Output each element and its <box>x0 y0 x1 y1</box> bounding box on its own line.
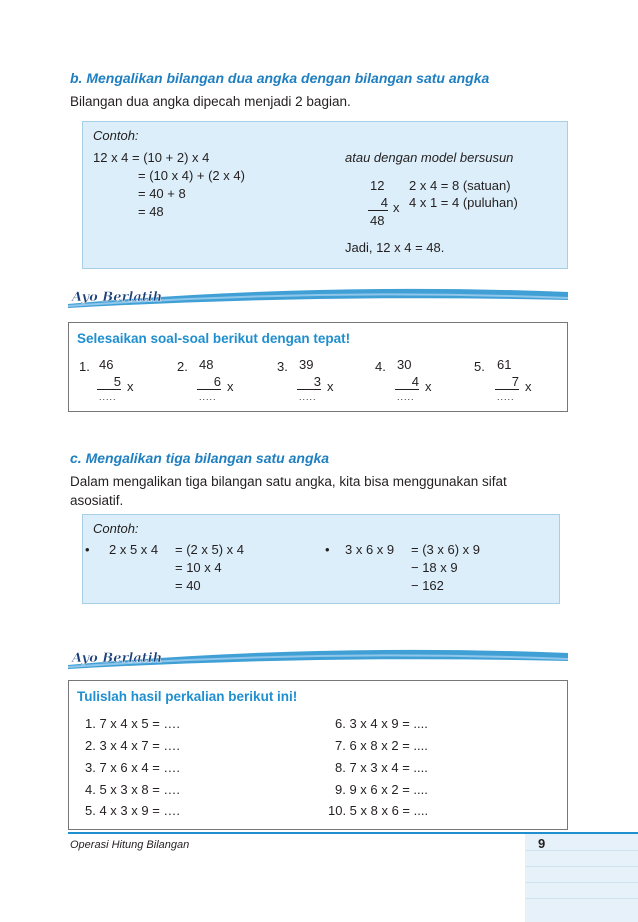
exercise-5[interactable]: 5. 4 x 3 x 9 = …. <box>85 803 181 818</box>
practice-box-2 <box>68 680 568 830</box>
footer-stripe <box>525 866 638 867</box>
stack-note-2: 4 x 1 = 4 (puluhan) <box>409 195 518 210</box>
exercise-4[interactable]: 4. 5 x 3 x 8 = …. <box>85 782 181 797</box>
example-c-left-step-1: = (2 x 5) x 4 <box>175 542 244 557</box>
example-c-left-expr: 2 x 5 x 4 <box>109 542 159 557</box>
practice-2-title: Tulislah hasil perkalian berikut ini! <box>77 689 298 704</box>
stack-bottom: 4 <box>368 195 388 211</box>
problem-2-operator: x <box>227 379 234 394</box>
problem-3-number: 3. <box>277 359 288 374</box>
practice-box-1 <box>68 322 568 412</box>
alt-method-title: atau dengan model bersusun <box>345 150 514 165</box>
problem-4-answer[interactable]: ..... <box>397 392 415 402</box>
example-line-1: 12 x 4 = (10 + 2) x 4 <box>93 150 210 165</box>
section-b-intro: Bilangan dua angka dipecah menjadi 2 bagian. <box>70 94 351 109</box>
exercise-1[interactable]: 1. 7 x 4 x 5 = …. <box>85 716 181 731</box>
section-b-heading: b. Mengalikan bilangan dua angka dengan bilangan satu angka <box>70 70 490 86</box>
example-c-right-step-2: − 18 x 9 <box>411 560 458 575</box>
example-c-right-step-3: − 162 <box>411 578 444 593</box>
exercise-6[interactable]: 6. 3 x 4 x 9 = .... <box>335 716 428 731</box>
problem-3-answer[interactable]: ..... <box>299 392 317 402</box>
example-c-right-step-1: = (3 x 6) x 9 <box>411 542 480 557</box>
stack-top: 12 <box>370 178 385 193</box>
example-line-4: = 48 <box>138 204 164 219</box>
exercise-3[interactable]: 3. 7 x 6 x 4 = …. <box>85 760 181 775</box>
footer-chapter: Operasi Hitung Bilangan <box>70 839 190 851</box>
problem-2-bottom: 6 <box>197 374 221 390</box>
example-conclusion: Jadi, 12 x 4 = 48. <box>345 240 445 255</box>
problem-1-top: 46 <box>99 357 114 372</box>
exercise-2[interactable]: 2. 3 x 4 x 7 = …. <box>85 738 181 753</box>
exercise-8[interactable]: 8. 7 x 3 x 4 = .... <box>335 760 428 775</box>
problem-1-answer[interactable]: ..... <box>99 392 117 402</box>
example-line-3: = 40 + 8 <box>138 186 186 201</box>
footer-stripe <box>525 898 638 899</box>
problem-3-bottom: 3 <box>297 374 321 390</box>
problem-1-bottom: 5 <box>97 374 121 390</box>
problem-4-top: 30 <box>397 357 412 372</box>
problem-3-operator: x <box>327 379 334 394</box>
exercise-9[interactable]: 9. 9 x 6 x 2 = .... <box>335 782 428 797</box>
problem-2-answer[interactable]: ..... <box>199 392 217 402</box>
section-c-intro-2: asosiatif. <box>70 493 124 508</box>
problem-3-top: 39 <box>299 357 314 372</box>
problem-4-number: 4. <box>375 359 386 374</box>
problem-1-operator: x <box>127 379 134 394</box>
problem-2-number: 2. <box>177 359 188 374</box>
problem-5-answer[interactable]: ..... <box>497 392 515 402</box>
problem-5-top: 61 <box>497 357 512 372</box>
example-box-b <box>82 121 568 269</box>
exercise-7[interactable]: 7. 6 x 8 x 2 = .... <box>335 738 428 753</box>
example-c-left-bullet: • <box>85 542 90 557</box>
banner-2-text: Ayo Berlatih <box>72 651 163 666</box>
example-c-right-bullet: • <box>325 542 330 557</box>
problem-2-top: 48 <box>199 357 214 372</box>
footer-stripe <box>525 882 638 883</box>
banner-1-text: Ayo Berlatih <box>72 290 163 305</box>
problem-5-number: 5. <box>474 359 485 374</box>
example-c-left-step-3: = 40 <box>175 578 201 593</box>
problem-1-number: 1. <box>79 359 90 374</box>
ayo-berlatih-banner-2 <box>68 645 568 669</box>
ayo-berlatih-banner-1 <box>68 284 568 308</box>
footer-rule <box>68 832 638 834</box>
stack-operator: x <box>393 200 400 215</box>
problem-4-bottom: 4 <box>395 374 419 390</box>
example-c-left-step-2: = 10 x 4 <box>175 560 222 575</box>
page-number: 9 <box>538 836 546 851</box>
problem-5-bottom: 7 <box>495 374 519 390</box>
exercise-10[interactable]: 10. 5 x 8 x 6 = .... <box>328 803 429 818</box>
example-box-c <box>82 514 560 604</box>
problem-5-operator: x <box>525 379 532 394</box>
example-c-label: Contoh: <box>93 521 139 536</box>
practice-1-title: Selesaikan soal-soal berikut dengan tepat! <box>77 331 351 346</box>
example-label: Contoh: <box>93 128 139 143</box>
stack-result: 48 <box>370 213 385 228</box>
section-c-intro-1: Dalam mengalikan tiga bilangan satu angka, kita bisa menggunakan sifat <box>70 474 507 489</box>
section-c-heading: c. Mengalikan tiga bilangan satu angka <box>70 450 330 466</box>
example-c-right-expr: 3 x 6 x 9 <box>345 542 395 557</box>
example-line-2: = (10 x 4) + (2 x 4) <box>138 168 245 183</box>
problem-4-operator: x <box>425 379 432 394</box>
stack-note-1: 2 x 4 = 8 (satuan) <box>409 178 511 193</box>
